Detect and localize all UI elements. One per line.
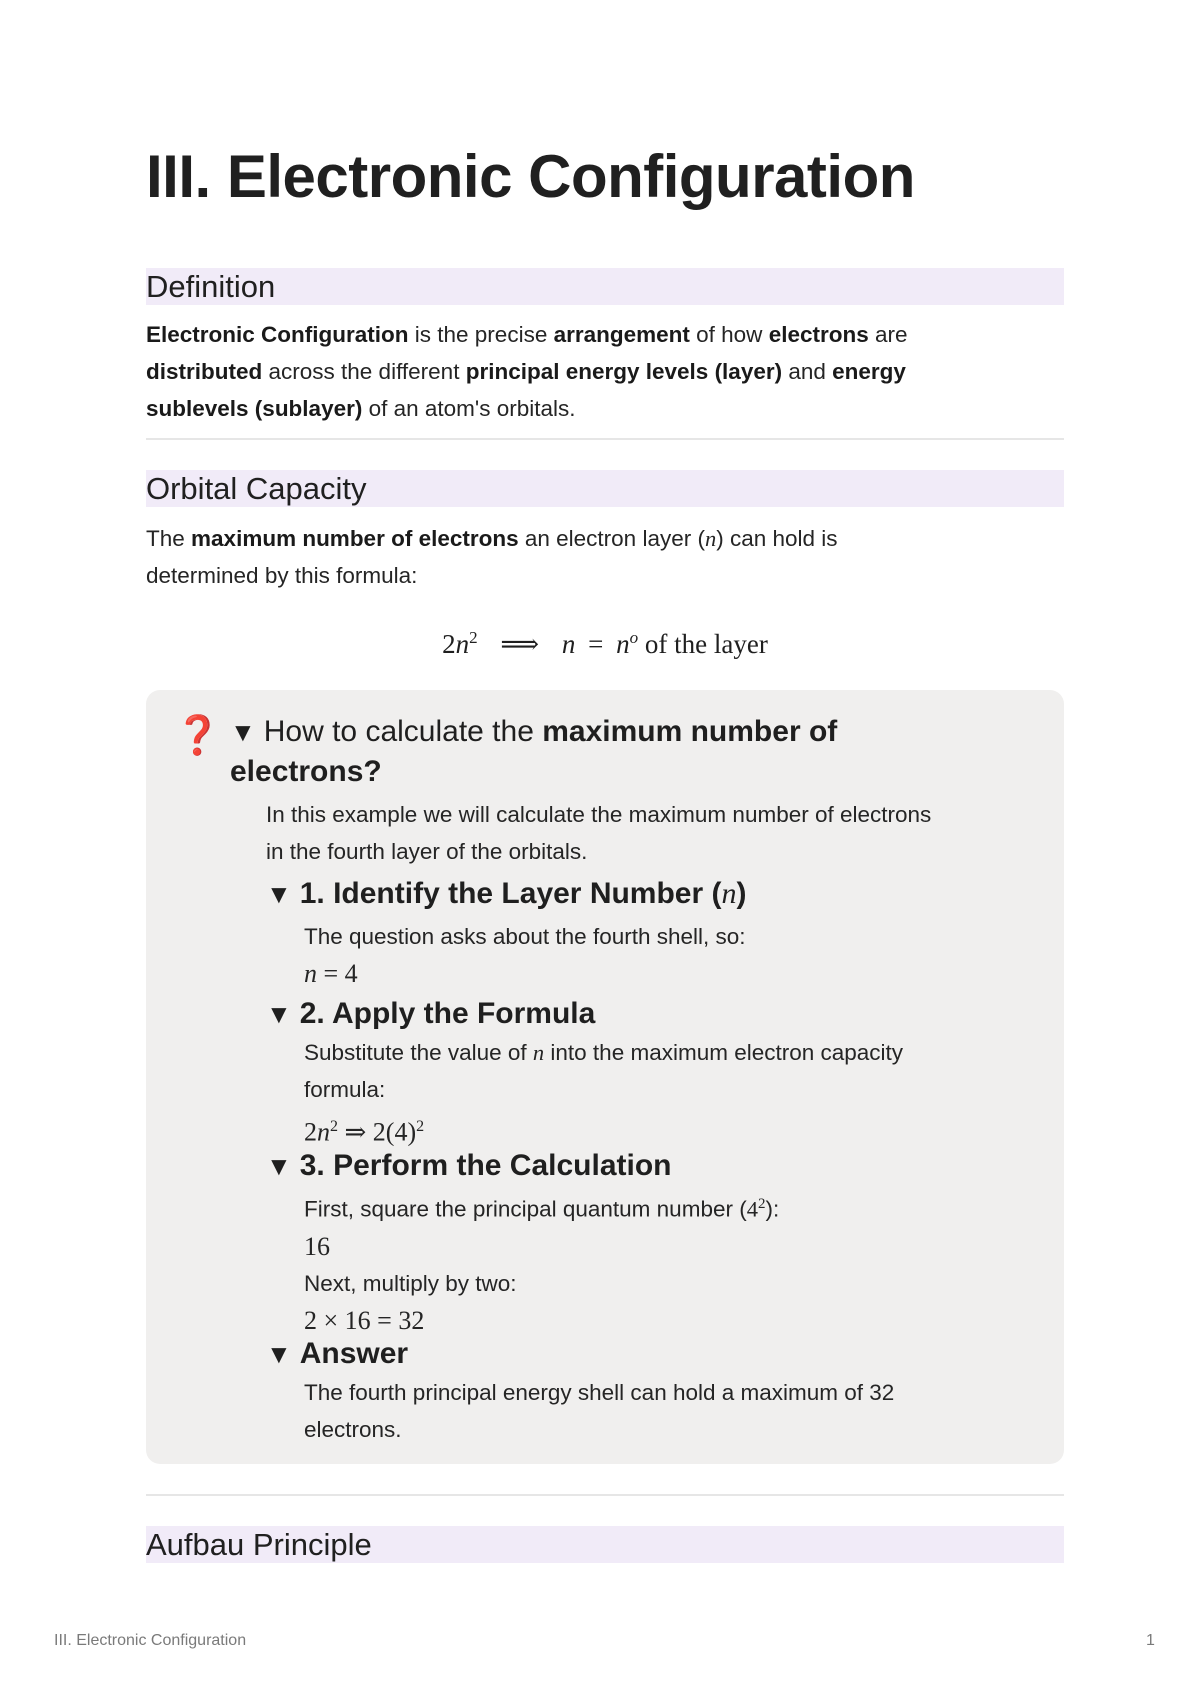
step-2-toggle[interactable]: ▼ 2. Apply the Formula [266,997,596,1030]
page-title: III. Electronic Configuration [146,143,915,210]
step-1-content: The question asks about the fourth shell, so: n = 4 [304,918,1044,992]
aufbau-heading: Aufbau Principle [146,1526,1064,1563]
definition-line-1: Electronic Configuration is the precise arrangement of how electrons are [146,322,908,347]
step-3-math: 2 × 16 = 32 [304,1305,425,1335]
step-3-content: First, square the principal quantum number $(4^2)$: 16 Next, multiply by two: 2 × 16 = 32 [304,1186,1044,1339]
step-2-math: $2n^2$ ⇒ $2(4)^2$ [304,1117,425,1147]
orbital-capacity-line-2: determined by this formula: [146,563,418,588]
divider [146,438,1064,440]
orbital-capacity-heading: Orbital Capacity [146,470,1064,507]
toggle-triangle-icon[interactable]: ▼ [266,999,292,1029]
definition-line-2: distributed across the different principal energy levels (layer) and energy [146,359,906,384]
toggle-triangle-icon[interactable]: ▼ [266,1151,292,1181]
step-2-content: Substitute the value of n into the maximum electron capacity formula: $2n^2$ ⇒ $2(4)^2$ [304,1034,1044,1151]
example-toggle[interactable]: ▼ How to calculate the maximum number of electrons? [230,715,838,788]
definition-heading: Definition [146,268,1064,305]
definition-line-3: sublevels (sublayer) of an atom's orbitals. [146,396,576,421]
page-number: 1 [1146,1632,1155,1649]
step-3-toggle[interactable]: ▼ 3. Perform the Calculation [266,1149,672,1182]
toggle-triangle-icon[interactable]: ▼ [266,1339,292,1369]
divider [146,1494,1064,1496]
step-1-toggle[interactable]: ▼ 1. Identify the Layer Number (n) [266,877,747,910]
step-3-value: 16 [304,1231,330,1261]
toggle-triangle-icon[interactable]: ▼ [230,717,256,747]
toggle-triangle-icon[interactable]: ▼ [266,879,292,909]
example-intro: In this example we will calculate the maximum number of electrons in the fourth layer of the orbitals. [266,802,932,864]
example-callout [146,690,1064,1464]
term-electronic-configuration: Electronic Configuration [146,322,409,347]
footer-title: III. Electronic Configuration [54,1632,247,1649]
capacity-formula: $2n^2$ ⟹ $n = n^o$ of the layer [442,628,768,659]
step-1-math: n = 4 [304,959,358,988]
answer-toggle[interactable]: ▼ Answer [266,1337,409,1370]
question-mark-icon: ❓ [174,715,222,757]
definition-paragraph [146,316,1064,427]
orbital-capacity-line-1: The maximum number of electrons an electron layer (n) can hold is [146,526,838,551]
orbital-capacity-paragraph [146,520,1064,594]
answer-content: The fourth principal energy shell can hold a maximum of 32 electrons. [304,1380,895,1442]
